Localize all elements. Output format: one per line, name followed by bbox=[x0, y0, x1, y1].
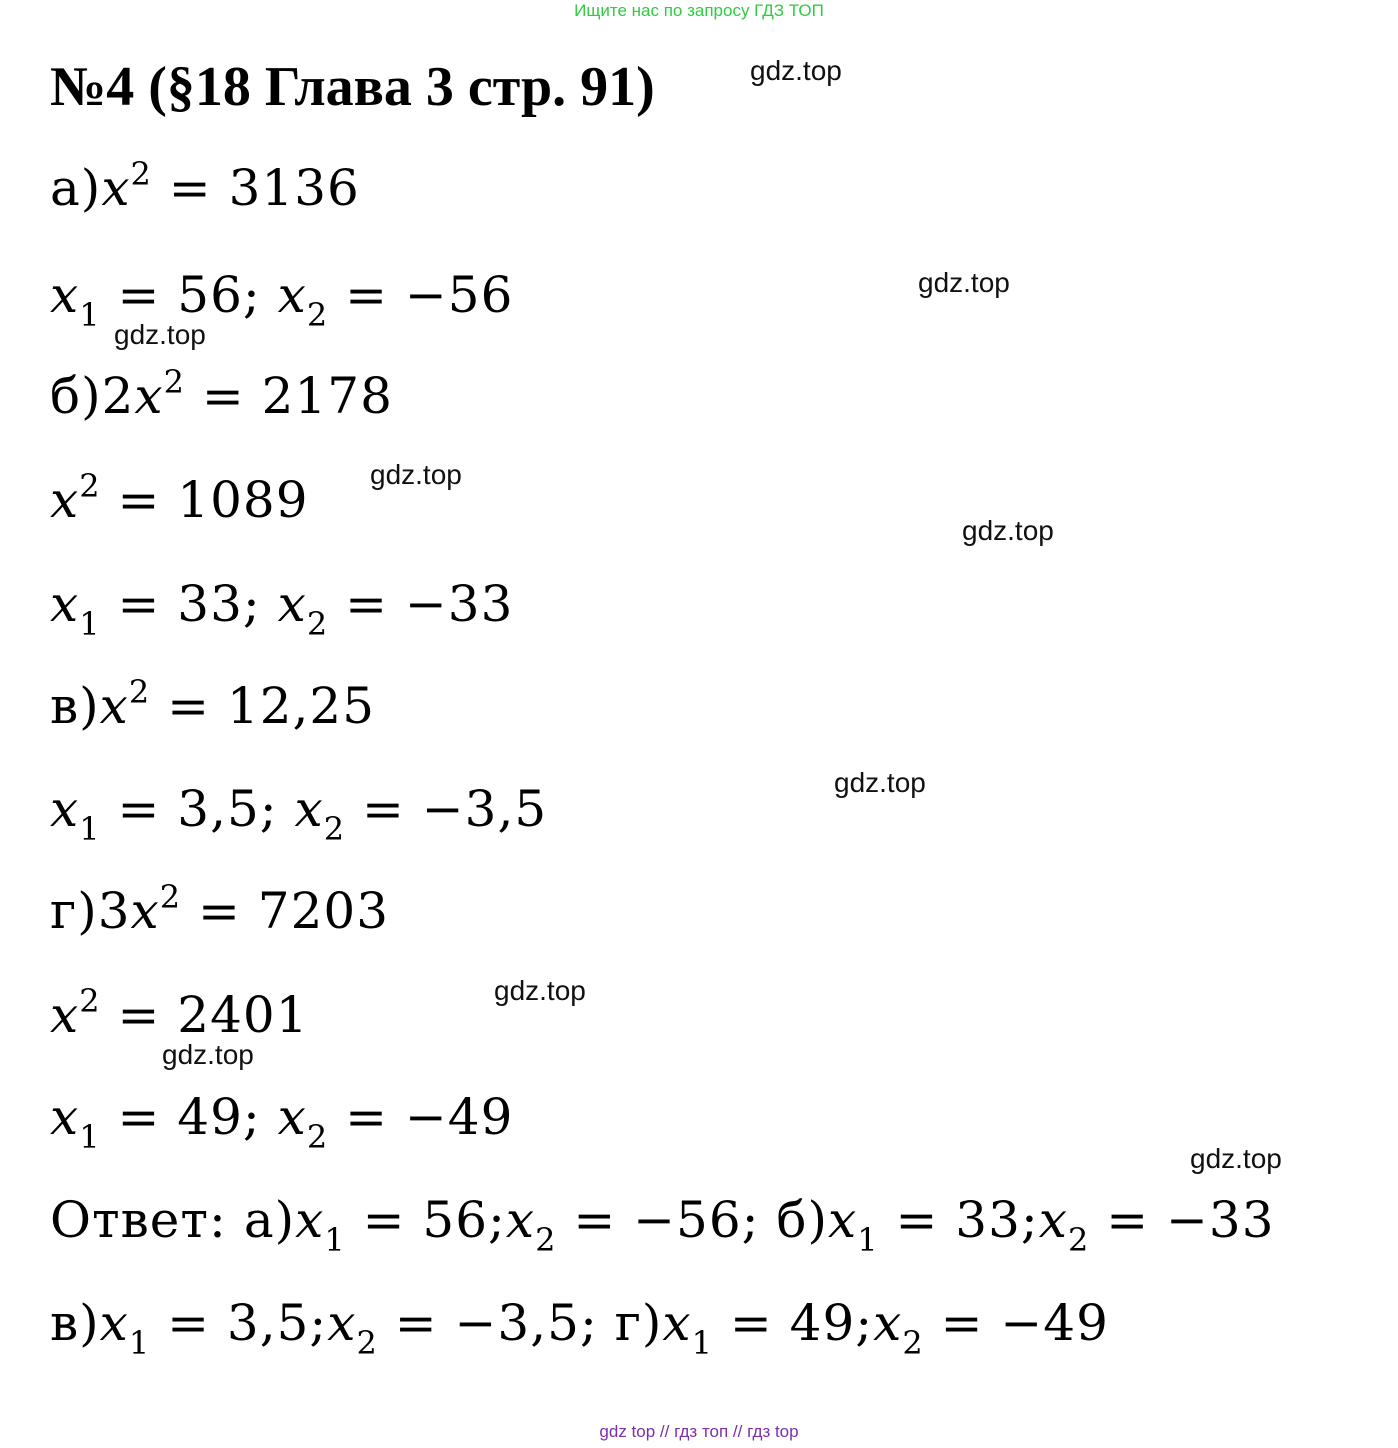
step-b: $x^2 = 1089$ bbox=[50, 467, 309, 529]
equation-v-rhs: = 12,25 bbox=[167, 677, 376, 735]
answer-g-x1: = 49; bbox=[729, 1294, 874, 1352]
answer-v-x2: = −3,5; bbox=[394, 1294, 598, 1352]
watermark: gdz.top bbox=[962, 515, 1054, 546]
watermark: gdz.top bbox=[162, 1039, 254, 1070]
solution-g: $x_1 = 49$; $x_2 = -49$ bbox=[50, 1088, 514, 1156]
watermark: gdz.top bbox=[494, 975, 586, 1006]
watermark: gdz.top bbox=[750, 55, 842, 86]
equation-a-rhs: = 3136 bbox=[168, 159, 360, 217]
solution-a-x1: = 56; bbox=[117, 266, 261, 324]
answer-b-x2: = −33 bbox=[1106, 1191, 1275, 1249]
equation-a: $а)x^2 = 3136$ bbox=[50, 155, 360, 217]
answer-v-x1: = 3,5; bbox=[167, 1294, 328, 1352]
answer-label-b: б) bbox=[776, 1191, 829, 1249]
top-banner: Ищите нас по запросу ГДЗ ТОП bbox=[574, 1, 824, 20]
page-title: №4 (§18 Глава 3 стр. 91) bbox=[50, 56, 655, 118]
step-g: $x^2 = 2401$ bbox=[50, 982, 309, 1044]
answer-line-1: Ответ: $а)x_1$ = $56;x_2 = -56$; $б)x_1$ = $33;x_2 = -33$ bbox=[50, 1191, 1275, 1259]
solution-g-x2: = −49 bbox=[345, 1088, 514, 1146]
watermark: gdz.top bbox=[370, 459, 462, 490]
equation-g: $г)3x^2 = 7203$ bbox=[50, 878, 390, 940]
equation-v: $в)x^2 = 12,25$ bbox=[50, 673, 376, 735]
watermark: gdz.top bbox=[1190, 1143, 1282, 1174]
answer-label-v: в) bbox=[50, 1294, 100, 1352]
watermark: gdz.top bbox=[114, 319, 206, 350]
answer-label-g: г) bbox=[614, 1294, 663, 1352]
item-label-b: б) bbox=[50, 367, 102, 425]
answer-prefix: Ответ: bbox=[50, 1191, 227, 1249]
item-label-a: а) bbox=[50, 159, 102, 217]
step-b-rhs: = 1089 bbox=[117, 471, 309, 529]
answer-a-x1: = 56; bbox=[362, 1191, 506, 1249]
equation-b: $б)2x^2 = 2178$ bbox=[50, 363, 393, 425]
equation-b-rhs: = 2178 bbox=[201, 367, 393, 425]
coefficient-b: 2 bbox=[101, 367, 135, 425]
answer-line-2: $в)x_1$ = $3,5;x_2 = -3,5$; $г)x_1$ = $49;x_2 = -49$ bbox=[50, 1294, 1109, 1362]
answer-b-x1: = 33; bbox=[895, 1191, 1039, 1249]
solution-b: $x_1 = 33$; $x_2 = -33$ bbox=[50, 575, 514, 643]
solution-v-x1: = 3,5; bbox=[117, 780, 278, 838]
answer-label-a: а) bbox=[243, 1191, 296, 1249]
solution-b-x2: = −33 bbox=[345, 575, 514, 633]
solution-a-x2: = −56 bbox=[345, 266, 514, 324]
solution-b-x1: = 33; bbox=[117, 575, 261, 633]
answer-a-x2: = −56; bbox=[573, 1191, 760, 1249]
solution-g-x1: = 49; bbox=[117, 1088, 261, 1146]
watermark: gdz.top bbox=[834, 767, 926, 798]
item-label-v: в) bbox=[50, 677, 100, 735]
item-label-g: г) bbox=[50, 882, 98, 940]
answer-g-x2: = −49 bbox=[940, 1294, 1109, 1352]
step-g-rhs: = 2401 bbox=[117, 986, 309, 1044]
solution-v: $x_1 = 3,5$; $x_2 = -3,5$ bbox=[50, 780, 548, 848]
coefficient-g: 3 bbox=[97, 882, 131, 940]
footer-links: gdz top // гдз топ // гдз top bbox=[599, 1422, 799, 1441]
equation-g-rhs: = 7203 bbox=[197, 882, 390, 940]
solution-v-x2: = −3,5 bbox=[362, 780, 548, 838]
solution-a: $x_1 = 56$; $x_2 = -56$ bbox=[50, 266, 514, 334]
watermark: gdz.top bbox=[918, 267, 1010, 298]
